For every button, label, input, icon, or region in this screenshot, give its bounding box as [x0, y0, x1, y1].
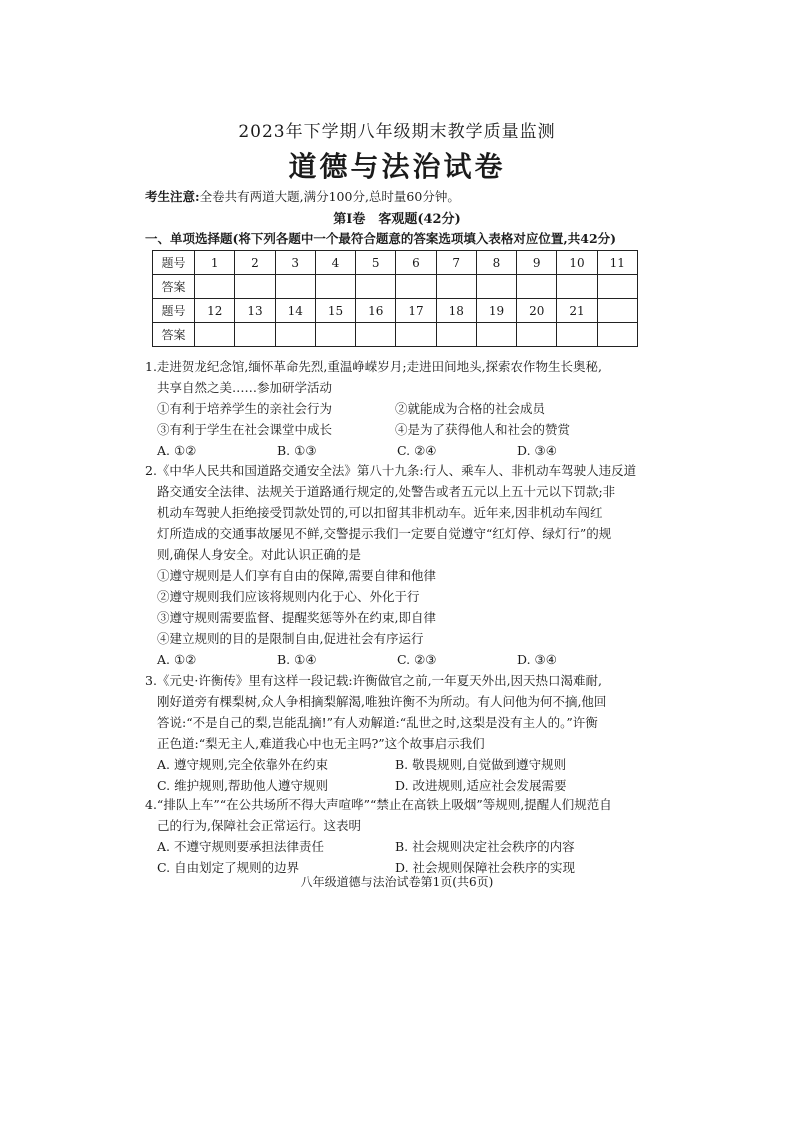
option-c[interactable]: C. 自由划定了规则的边界 [157, 860, 300, 875]
statement-row [145, 398, 645, 419]
option-b[interactable]: B. ①④ [277, 652, 317, 667]
question-text: 1.走进贺龙纪念馆,缅怀革命先烈,重温峥嵘岁月;走进田间地头,探索农作物生长奥秘, [145, 359, 603, 374]
option-row [145, 649, 645, 670]
question-text: 则,确保人身安全。对此认识正确的是 [157, 547, 361, 562]
option-row [145, 836, 645, 857]
notice-text: 全卷共有两道大题,满分100分,总时量60分钟。 [199, 189, 460, 204]
question-number-cell: 4 [315, 251, 355, 275]
statement: ②遵守规则我们应该将规则内化于心、外化于行 [157, 589, 420, 604]
answer-cell[interactable] [275, 275, 315, 299]
answer-cell[interactable] [396, 323, 436, 347]
option-d[interactable]: D. 改进规则,适应社会发展需要 [395, 778, 567, 793]
option-row [145, 754, 645, 775]
question-number-cell: 1 [195, 251, 235, 275]
question-number-cell: 19 [476, 299, 516, 323]
option-d[interactable]: D. ③④ [517, 443, 557, 458]
answer-cell[interactable] [517, 275, 557, 299]
option-a[interactable]: A. ①② [157, 652, 197, 667]
question-number-cell: 3 [275, 251, 315, 275]
answer-cell[interactable] [597, 275, 637, 299]
answer-cell[interactable] [476, 323, 516, 347]
answer-cell[interactable] [315, 323, 355, 347]
question-3 [145, 670, 645, 796]
statement: ③有利于学生在社会课堂中成长 [157, 422, 333, 437]
question-text: 共享自然之美……参加研学活动 [157, 380, 333, 395]
answer-cell[interactable] [315, 275, 355, 299]
question-number-cell: 17 [396, 299, 436, 323]
option-a[interactable]: A. 不遵守规则要承担法律责任 [157, 839, 324, 854]
option-d[interactable]: D. ③④ [517, 652, 557, 667]
answer-cell[interactable] [557, 323, 597, 347]
question-number-cell: 11 [597, 251, 637, 275]
question-number-cell: 14 [275, 299, 315, 323]
question-2 [145, 460, 645, 670]
question-1 [145, 356, 645, 461]
question-text: 路交通安全法律、法规关于道路通行规定的,处警告或者五元以上五十元以下罚款;非 [157, 484, 616, 499]
statement: ③遵守规则需要监督、提醒奖惩等外在约束,即自律 [157, 610, 436, 625]
answer-cell[interactable] [195, 323, 235, 347]
option-b[interactable]: B. 社会规则决定社会秩序的内容 [395, 839, 575, 854]
option-c[interactable]: C. ②④ [397, 443, 437, 458]
answer-cell[interactable] [517, 323, 557, 347]
notice-label: 考生注意: [145, 189, 200, 204]
option-a[interactable]: A. 遵守规则,完全依靠外在约束 [157, 757, 328, 772]
question-number-cell: 21 [557, 299, 597, 323]
statement: ①有利于培养学生的亲社会行为 [157, 401, 333, 416]
statement: ①遵守规则是人们享有自由的保障,需要自律和他律 [157, 568, 436, 583]
answer-grid-row-numbers-1 [153, 251, 638, 275]
question-number-cell: 2 [235, 251, 275, 275]
section-heading: 一、单项选择题(将下列各题中一个最符合题意的答案选项填入表格对应位置,共42分) [145, 231, 617, 246]
option-d[interactable]: D. 社会规则保障社会秩序的实现 [395, 860, 576, 875]
question-number-cell: 18 [436, 299, 476, 323]
question-number-cell: 12 [195, 299, 235, 323]
answer-cell[interactable] [356, 275, 396, 299]
exam-title: 道德与法治试卷 [288, 150, 506, 183]
option-c[interactable]: C. 维护规则,帮助他人遵守规则 [157, 778, 329, 793]
exam-subtitle: 2023年下学期八年级期末教学质量监测 [238, 122, 556, 142]
question-text: 2.《中华人民共和国道路交通安全法》第八十九条:行人、乘车人、非机动车驾驶人违反道 [145, 463, 637, 478]
answer-grid-row-answers-1 [153, 275, 638, 299]
answer-grid [152, 250, 638, 347]
answer-cell[interactable] [597, 323, 637, 347]
question-number-cell: 15 [315, 299, 355, 323]
option-row [145, 775, 645, 796]
candidate-notice [145, 187, 460, 205]
question-number-cell: 7 [436, 251, 476, 275]
row-label: 题号 [153, 299, 195, 323]
question-text: 3.《元史·许衡传》里有这样一段记载:许衡做官之前,一年夏天外出,因天热口渴难耐, [145, 673, 603, 688]
question-number-cell [597, 299, 637, 323]
question-number-cell: 5 [356, 251, 396, 275]
question-number-cell: 9 [517, 251, 557, 275]
question-text: 灯所造成的交通事故屡见不鲜,交警提示我们一定要自觉遵守“红灯停、绿灯行”的规 [157, 526, 612, 541]
answer-cell[interactable] [396, 275, 436, 299]
question-text: 答说:“不是自己的梨,岂能乱摘!”有人劝解道:“乱世之时,这梨是没有主人的。”许衡 [157, 715, 598, 730]
answer-cell[interactable] [356, 323, 396, 347]
question-text: 刚好道旁有棵梨树,众人争相摘梨解渴,唯独许衡不为所动。有人问他为何不摘,他回 [157, 694, 607, 709]
answer-cell[interactable] [235, 275, 275, 299]
question-text: 己的行为,保障社会正常运行。这表明 [157, 818, 361, 833]
question-text: 正色道:“梨无主人,难道我心中也无主吗?”这个故事启示我们 [157, 736, 485, 751]
answer-cell[interactable] [476, 275, 516, 299]
answer-cell[interactable] [436, 275, 476, 299]
option-b[interactable]: B. 敬畏规则,自觉做到遵守规则 [395, 757, 567, 772]
question-number-cell: 13 [235, 299, 275, 323]
option-a[interactable]: A. ①② [157, 443, 197, 458]
answer-cell[interactable] [436, 323, 476, 347]
answer-cell[interactable] [275, 323, 315, 347]
question-number-cell: 6 [396, 251, 436, 275]
row-label: 题号 [153, 251, 195, 275]
answer-cell[interactable] [557, 275, 597, 299]
question-4 [145, 794, 645, 878]
option-b[interactable]: B. ①③ [277, 443, 317, 458]
option-c[interactable]: C. ②③ [397, 652, 437, 667]
page-footer: 八年级道德与法治试卷第1页(共6页) [300, 875, 494, 889]
question-number-cell: 8 [476, 251, 516, 275]
question-text: 4.“排队上车”“在公共场所不得大声喧哗”“禁止在高铁上吸烟”等规则,提醒人们规范自 [145, 797, 612, 812]
question-number-cell: 10 [557, 251, 597, 275]
question-text: 机动车驾驶人拒绝接受罚款处罚的,可以扣留其非机动车。近年来,因非机动车闯红 [157, 505, 603, 520]
statement-row [145, 419, 645, 440]
statement: ②就能成为合格的社会成员 [395, 401, 546, 416]
statement: ④建立规则的目的是限制自由,促进社会有序运行 [157, 631, 424, 646]
part-heading: 第Ⅰ卷 客观题(42分) [333, 212, 461, 227]
question-number-cell: 20 [517, 299, 557, 323]
statement: ④是为了获得他人和社会的赞赏 [395, 422, 571, 437]
row-label: 答案 [153, 275, 195, 299]
option-row [145, 440, 645, 461]
answer-grid-row-answers-2 [153, 323, 638, 347]
answer-grid-row-numbers-2 [153, 299, 638, 323]
row-label: 答案 [153, 323, 195, 347]
answer-cell[interactable] [235, 323, 275, 347]
question-number-cell: 16 [356, 299, 396, 323]
answer-cell[interactable] [195, 275, 235, 299]
